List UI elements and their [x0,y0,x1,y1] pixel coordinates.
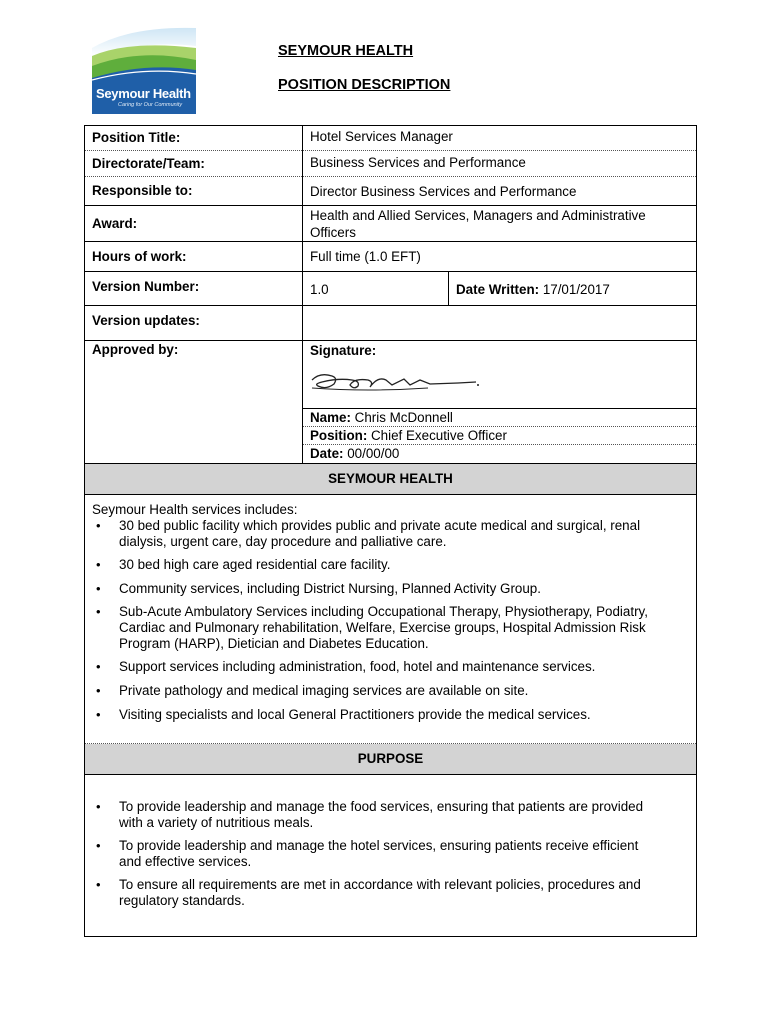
position-value: Chief Executive Officer [371,428,507,443]
name-label: Name: [310,410,351,425]
row-line [85,271,696,272]
services-intro: Seymour Health services includes: [92,502,298,517]
bullet: • [96,683,101,698]
purpose-heading: PURPOSE [85,744,696,774]
version-number-value: 1.0 [310,282,329,297]
purpose-item-line: with a variety of nutritious meals. [119,815,314,830]
purpose-item-line: To provide leadership and manage the food services, ensuring that patients are provided [119,799,644,814]
approved-by-label: Approved by: [92,342,179,357]
bullet: • [96,518,101,533]
directorate-label: Directorate/Team: [92,156,205,171]
org-title: SEYMOUR HEALTH [278,43,414,59]
row-line [85,150,696,151]
service-item-line: Cardiac and Pulmonary rehabilitation, Welfare, Exercise groups, Hospital Admission Risk [119,620,646,635]
row-line [85,205,696,206]
hours-value: Full time (1.0 EFT) [310,249,421,264]
date-written-value: 17/01/2017 [542,282,610,297]
logo-text: Seymour Health [96,86,191,101]
award-label: Award: [92,216,138,231]
bullet: • [96,659,101,674]
row-line [85,176,696,177]
signature-image [308,368,483,394]
bullet: • [96,707,101,722]
services-heading: SEYMOUR HEALTH [85,464,696,494]
service-item-line: Private pathology and medical imaging services are available on site. [119,683,529,698]
seymour-health-logo [90,26,198,116]
service-item-line: Support services including administration, food, hotel and maintenance services. [119,659,596,674]
service-item-line: Sub-Acute Ambulatory Services including Occupational Therapy, Physiotherapy, Podiatry, [119,604,648,619]
row-line [85,241,696,242]
service-item-line: dialysis, urgent care, day procedure and palliative care. [119,534,447,549]
doc-type-title: POSITION DESCRIPTION [278,77,451,93]
purpose-item-line: and effective services. [119,854,252,869]
approver-position [310,427,507,444]
section-line [85,774,696,775]
row-line [85,305,696,306]
bullet: • [96,838,101,853]
bullet: • [96,604,101,619]
signature-label: Signature: [310,343,377,358]
section-line [85,494,696,495]
name-value: Chris McDonnell [354,410,453,425]
purpose-item-line: To provide leadership and manage the hotel services, ensuring patients receive efficient [119,838,639,853]
date-written-label: Date Written: [456,282,540,297]
position-title-value: Hotel Services Manager [310,129,453,144]
service-item-line: Visiting specialists and local General Practitioners provide the medical services. [119,707,591,722]
approver-name [310,409,453,426]
approval-date-label: Date: [310,446,344,461]
bullet: • [96,799,101,814]
service-item-line: Program (HARP), Dietician and Diabetes Education. [119,636,429,651]
service-item-line: Community services, including District Nursing, Planned Activity Group. [119,581,541,596]
position-label: Position: [310,428,368,443]
approval-date-value: 00/00/00 [347,446,400,461]
row-line [85,340,696,341]
approval-date [310,445,399,462]
bullet: • [96,877,101,892]
purpose-item-line: regulatory standards. [119,893,245,908]
directorate-value: Business Services and Performance [310,155,526,170]
version-divider [448,272,449,305]
bullet: • [96,581,101,596]
version-number-label: Version Number: [92,279,200,294]
hours-label: Hours of work: [92,249,187,264]
service-item-line: 30 bed public facility which provides public and private acute medical and surgical, renal [119,518,641,533]
purpose-item-line: To ensure all requirements are met in accordance with relevant policies, procedures and [119,877,641,892]
version-updates-label: Version updates: [92,313,200,328]
responsible-value: Director Business Services and Performance [310,184,577,199]
service-item-line: 30 bed high care aged residential care facility. [119,557,391,572]
date-written [456,281,610,298]
responsible-label: Responsible to: [92,183,193,198]
logo-tagline: Caring for Our Community [118,102,183,108]
position-title-label: Position Title: [92,130,181,145]
award-value: Health and Allied Services, Managers and Administrative Officers [310,208,646,240]
bullet: • [96,557,101,572]
